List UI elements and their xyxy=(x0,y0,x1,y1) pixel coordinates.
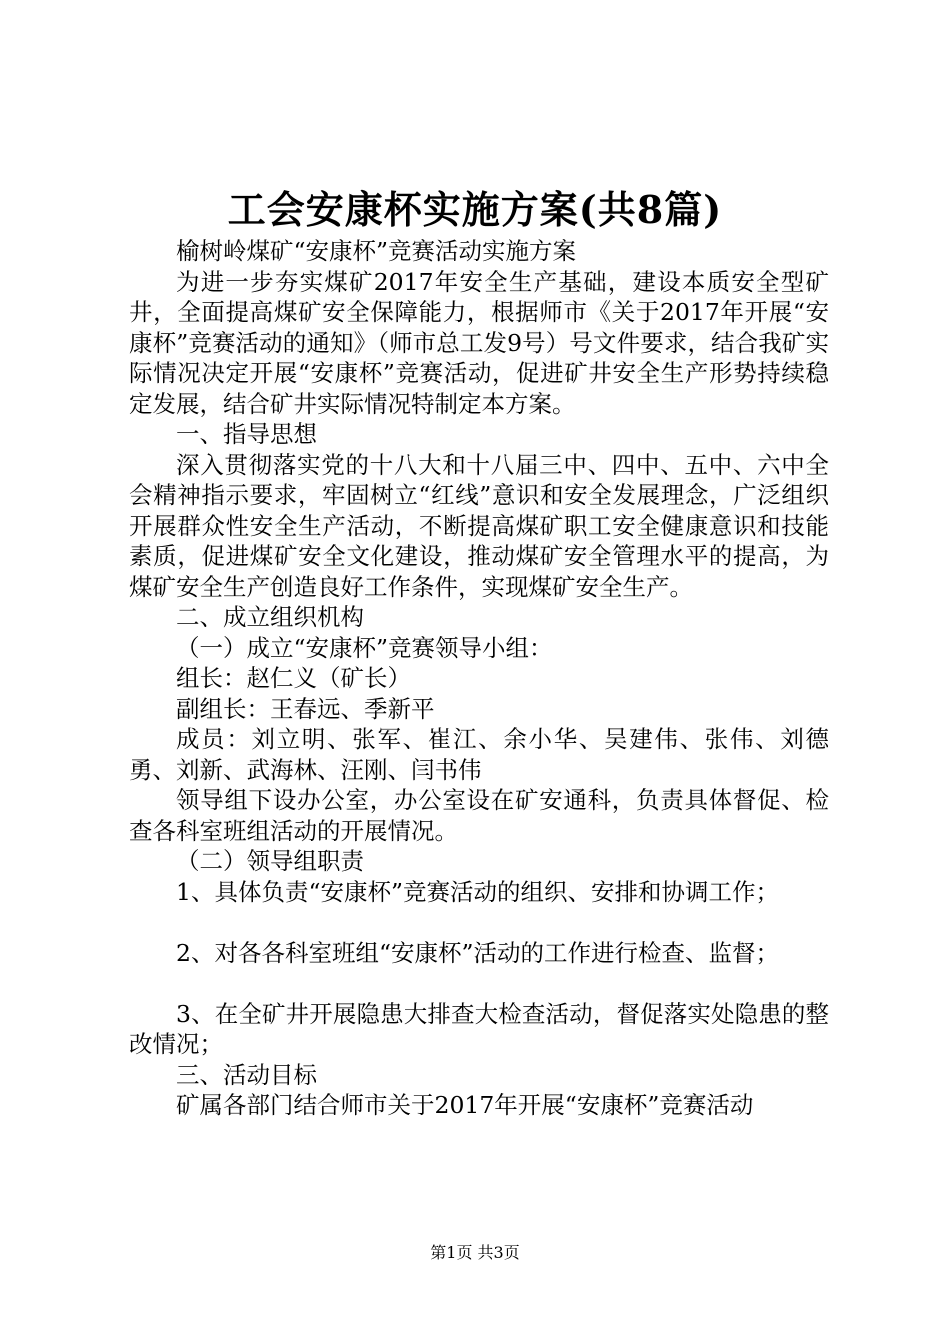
paragraph-activity-goals: 矿属各部门结合师市关于2017年开展“安康杯”竞赛活动 xyxy=(176,1091,754,1119)
list-item-duty-1: 1、具体负责“安康杯”竞赛活动的组织、安排和协调工作； xyxy=(176,877,779,906)
heading-guiding-ideology: 一、指导思想 xyxy=(176,420,317,448)
list-item-duty-2: 2、对各各科室班组“安康杯”活动的工作进行检查、监督； xyxy=(176,938,779,967)
subheading-duties: （二）领导组职责 xyxy=(176,847,364,875)
heading-organization: 二、成立组织机构 xyxy=(176,603,364,631)
paragraph-gap xyxy=(129,907,829,938)
paragraph-intro: 为进一步夯实煤矿2017年安全生产基础，建设本质安全型矿井，全面提高煤矿安全保障能力，根据师市《关于2017年开展“安康杯”竞赛活动的通知》（师市总工发9号）号文件要求，结合我矿实际情况决定开展“安康杯”竞赛活动，促进矿井安全生产形势持续稳定发展，结合矿井实际情况特制定本方案。 xyxy=(129,267,829,418)
paragraph-members: 成员：刘立明、张军、崔江、余小华、吴建伟、张伟、刘德勇、刘新、武海林、汪刚、闫书伟 xyxy=(129,725,829,784)
heading-activity-goals: 三、活动目标 xyxy=(176,1060,317,1089)
paragraph-guiding-ideology: 深入贯彻落实党的十八大和十八届三中、四中、五中、六中全会精神指示要求，牢固树立“红线”意识和安全发展理念，广泛组织开展群众性安全生产活动，不断提高煤矿职工安全健康意识和技能素质，促进煤矿安全文化建设，推动煤矿安全管理水平的提高，为煤矿安全生产创造良好工作条件，实现煤矿安全生产。 xyxy=(129,450,829,601)
paragraph-group-leader: 组长：赵仁义（矿长） xyxy=(176,664,411,692)
list-item-duty-3: 3、在全矿井开展隐患大排查大检查活动，督促落实处隐患的整改情况； xyxy=(129,999,829,1058)
paragraph-office: 领导组下设办公室，办公室设在矿安通科，负责具体督促、检查各科室班组活动的开展情况。 xyxy=(129,786,829,845)
document-body xyxy=(129,236,829,1121)
page-footer: 第1页 共3页 xyxy=(430,1243,520,1262)
paragraph-subtitle: 榆树岭煤矿“安康杯”竞赛活动实施方案 xyxy=(176,237,577,265)
paragraph-deputy-leader: 副组长：王春远、季新平 xyxy=(176,694,435,723)
document-title: 工会安康杯实施方案(共8篇) xyxy=(227,187,723,232)
subheading-leading-group: （一）成立“安康杯”竞赛领导小组： xyxy=(176,633,553,662)
paragraph-gap xyxy=(129,968,829,999)
